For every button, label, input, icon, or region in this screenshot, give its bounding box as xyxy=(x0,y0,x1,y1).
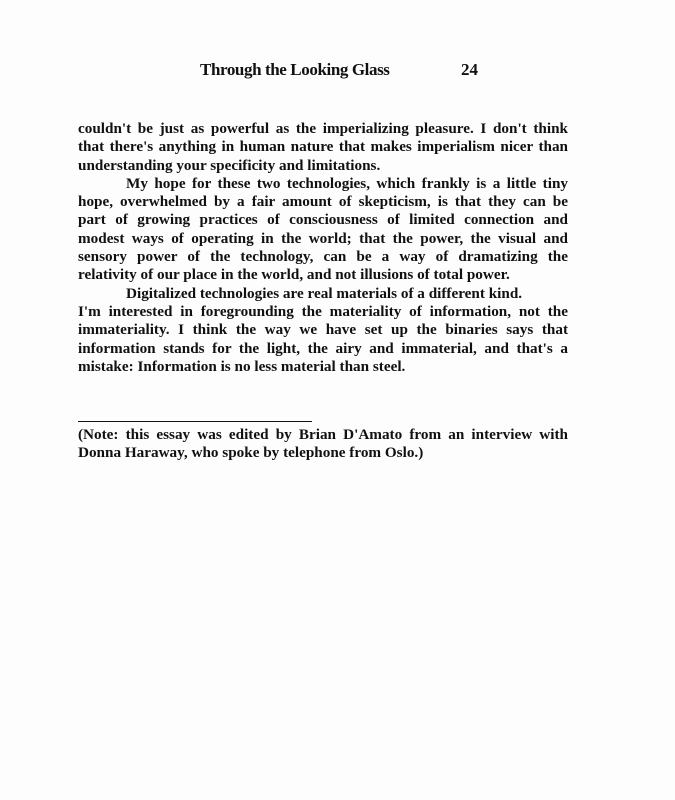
running-header xyxy=(0,60,675,84)
paragraph xyxy=(78,120,568,175)
paragraph xyxy=(78,175,568,285)
footnote-line: Donna Haraway, who spoke by telephone from Oslo.) xyxy=(78,444,424,462)
running-title: Through the Looking Glass xyxy=(200,60,390,79)
text-line: hope, overwhelmed by a fair amount of skepticism, is that they can be xyxy=(78,193,568,211)
page-number: 24 xyxy=(461,60,478,79)
text-line: mistake: Information is no less material than steel. xyxy=(78,357,406,375)
footnote-rule xyxy=(78,421,312,422)
text-line: Digitalized technologies are real materials of a different kind. xyxy=(126,284,523,302)
text-line: My hope for these two technologies, which frankly is a little tiny xyxy=(126,174,568,192)
text-line: sensory power of the technology, can be a way of dramatizing the xyxy=(78,248,568,266)
footnote-line: (Note: this essay was edited by Brian D'Amato from an interview with xyxy=(78,426,568,443)
text-line: immateriality. I think the way we have set up the binaries says that xyxy=(78,321,568,339)
text-line: modest ways of operating in the world; that the power, the visual and xyxy=(78,229,568,247)
paragraph xyxy=(78,285,568,376)
text-line: understanding your specificity and limitations. xyxy=(78,156,381,174)
text-line: I'm interested in foregrounding the materiality of information, not the xyxy=(78,302,568,320)
body-text xyxy=(78,120,568,376)
text-line: relativity of our place in the world, and not illusions of total power. xyxy=(78,266,510,284)
text-line: that there's anything in human nature that makes imperialism nicer than xyxy=(78,138,568,156)
text-line: information stands for the light, the airy and immaterial, and that's a xyxy=(78,339,568,357)
text-line: couldn't be just as powerful as the imperializing pleasure. I don't think xyxy=(78,120,568,137)
footnote xyxy=(78,426,568,463)
text-line: part of growing practices of consciousness of limited connection and xyxy=(78,211,568,229)
